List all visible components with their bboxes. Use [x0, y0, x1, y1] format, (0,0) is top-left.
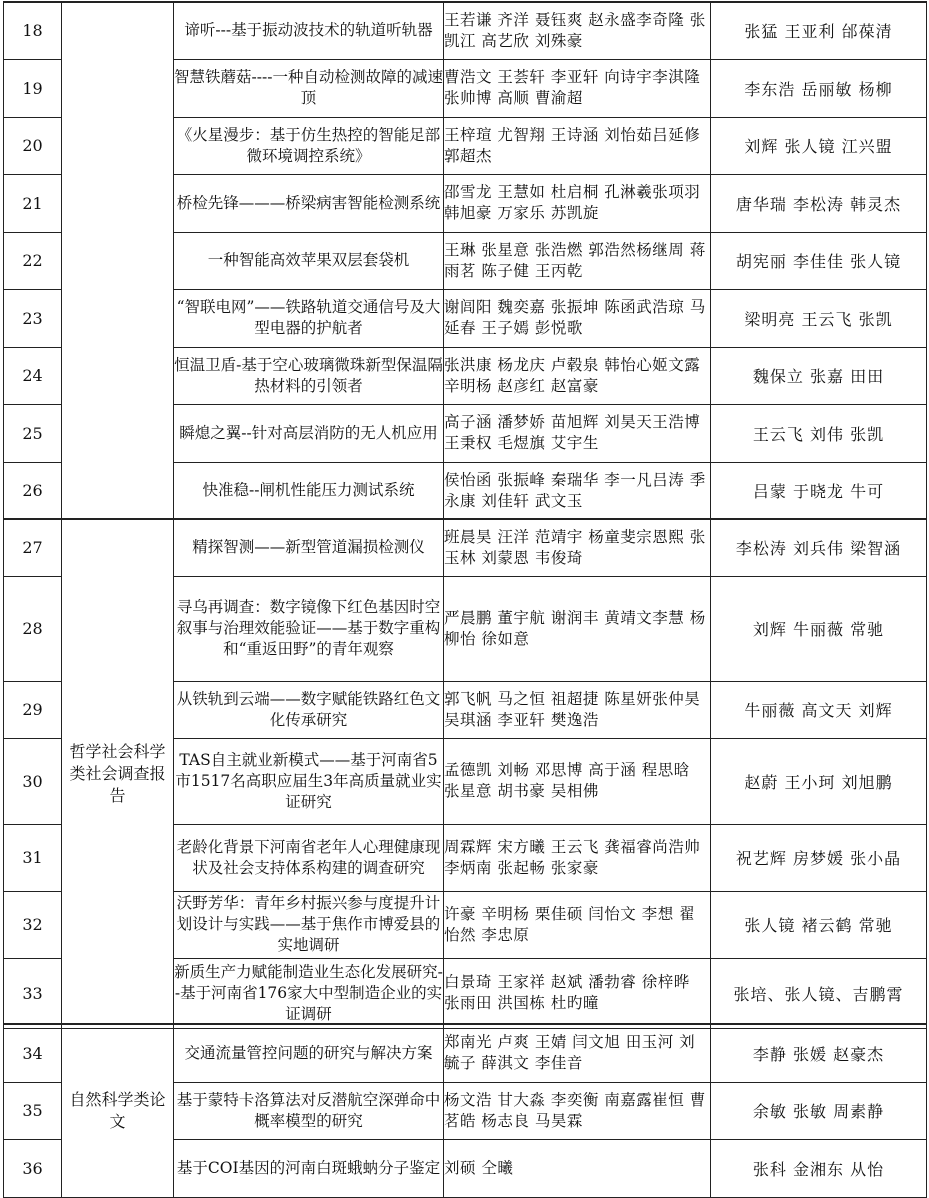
- row-number: 21: [4, 174, 62, 232]
- project-title: 交通流量管控问题的研究与解决方案: [174, 1024, 444, 1082]
- project-title: 从铁轨到云端——数字赋能铁路红色文化传承研究: [174, 681, 444, 738]
- row-number: 35: [4, 1082, 62, 1139]
- team-members: 孟德凯 刘畅 邓思博 高于涵 程思晗 张星意 胡书豪 吴相佛: [444, 738, 711, 824]
- team-members: 严晨鹏 董宇航 谢润丰 黄靖文李慧 杨柳怡 徐如意: [444, 576, 711, 681]
- team-members: 王若谦 齐洋 聂钰爽 赵永盛李奇隆 张凯江 高艺欣 刘殊豪: [444, 2, 711, 59]
- project-title: 寻乌再调查：数字镜像下红色基因时空叙事与治理效能验证——基于数字重构和“重返田野”的青年观察: [174, 576, 444, 681]
- project-title: 《火星漫步：基于仿生热控的智能足部微环境调控系统》: [174, 117, 444, 174]
- row-number: 30: [4, 738, 62, 824]
- advisors: 张猛 王亚利 邰葆清: [711, 2, 927, 59]
- team-members: 侯怡函 张振峰 秦瑞华 李一凡吕涛 季永康 刘佳轩 武文玉: [444, 462, 711, 519]
- category-cell: 哲学社会科学类社会调查报告: [62, 519, 174, 1028]
- project-title: 快准稳--闸机性能压力测试系统: [174, 462, 444, 519]
- team-members: 郭飞帆 马之恒 祖超捷 陈星妍张仲昊 吴琪涵 李亚轩 樊逸浩: [444, 681, 711, 738]
- advisors: 王云飞 刘伟 张凯: [711, 404, 927, 462]
- row-number: 26: [4, 462, 62, 519]
- advisors: 张人镜 褚云鹤 常驰: [711, 891, 927, 958]
- row-number: 27: [4, 519, 62, 576]
- table-row: [4, 1024, 927, 1082]
- project-title: 瞬熄之翼--针对高层消防的无人机应用: [174, 404, 444, 462]
- category-cell: 自然科学类论文: [62, 1024, 174, 1197]
- advisors: 李静 张媛 赵豪杰: [711, 1024, 927, 1082]
- row-number: 36: [4, 1139, 62, 1197]
- team-members: 高子涵 潘梦娇 苗旭辉 刘昊天王浩博 王秉权 毛煜旗 艾宇生: [444, 404, 711, 462]
- project-title: 智慧铁蘑菇----一种自动检测故障的减速顶: [174, 59, 444, 117]
- team-members: 杨文浩 甘大淼 李奕衡 南嘉露崔恒 曹茗皓 杨志良 马昊霖: [444, 1082, 711, 1139]
- team-members: 班晨昊 汪洋 范靖宇 杨童斐宗恩熙 张玉林 刘蒙恩 韦俊琦: [444, 519, 711, 576]
- row-number: 31: [4, 824, 62, 891]
- category-cell: [62, 2, 174, 519]
- row-number: 19: [4, 59, 62, 117]
- team-members: 曹浩文 王荟轩 李亚轩 向诗宇李淇隆 张帅博 高顺 曹渝超: [444, 59, 711, 117]
- advisors: 魏保立 张嘉 田田: [711, 347, 927, 404]
- row-number: 32: [4, 891, 62, 958]
- advisors: 赵蔚 王小珂 刘旭鹏: [711, 738, 927, 824]
- row-number: 20: [4, 117, 62, 174]
- project-title: 基于蒙特卡洛算法对反潜航空深弹命中概率模型的研究: [174, 1082, 444, 1139]
- advisors: 李东浩 岳丽敏 杨柳: [711, 59, 927, 117]
- project-title: 沃野芳华：青年乡村振兴参与度提升计划设计与实践——基于焦作市博爱县的实地调研: [174, 891, 444, 958]
- row-number: 34: [4, 1024, 62, 1082]
- advisors: 唐华瑞 李松涛 韩灵杰: [711, 174, 927, 232]
- project-title: 精探智测——新型管道漏损检测仪: [174, 519, 444, 576]
- advisors: 祝艺辉 房梦媛 张小晶: [711, 824, 927, 891]
- project-title: 谛听---基于振动波技术的轨道听轨器: [174, 2, 444, 59]
- row-number: 18: [4, 2, 62, 59]
- advisors: 刘辉 张人镜 江兴盟: [711, 117, 927, 174]
- project-title: 一种智能高效苹果双层套袋机: [174, 232, 444, 289]
- awards-table-group-3: [3, 1023, 927, 1198]
- project-title: 桥检先锋———桥梁病害智能检测系统: [174, 174, 444, 232]
- row-number: 28: [4, 576, 62, 681]
- advisors: 余敏 张敏 周素静: [711, 1082, 927, 1139]
- team-members: 郑南光 卢爽 王婧 闫文旭 田玉河 刘毓子 薛淇文 李佳音: [444, 1024, 711, 1082]
- project-title: 新质生产力赋能制造业生态化发展研究--基于河南省176家大中型制造企业的实证调研: [174, 958, 444, 1028]
- advisors: 牛丽薇 高文天 刘辉: [711, 681, 927, 738]
- table-row: [4, 2, 927, 59]
- advisors: 张培、张人镜、吉鹏霄: [711, 958, 927, 1028]
- advisors: 张科 金湘东 从怡: [711, 1139, 927, 1197]
- row-number: 24: [4, 347, 62, 404]
- team-members: 王梓瑄 尤智翔 王诗涵 刘怡茹吕延修 郭超杰: [444, 117, 711, 174]
- advisors: 吕蒙 于晓龙 牛可: [711, 462, 927, 519]
- project-title: 恒温卫盾-基于空心玻璃微珠新型保温隔热材料的引领者: [174, 347, 444, 404]
- row-number: 33: [4, 958, 62, 1028]
- team-members: 邵雪龙 王慧如 杜启桐 孔淋羲张项羽 韩旭豪 万家乐 苏凯旋: [444, 174, 711, 232]
- team-members: 白景琦 王家祥 赵斌 潘勃睿 徐梓晔 张雨田 洪国栋 杜旳曈: [444, 958, 711, 1028]
- team-members: 王琳 张星意 张浩燃 郭浩然杨继周 蒋雨茗 陈子健 王丙乾: [444, 232, 711, 289]
- team-members: 张洪康 杨龙庆 卢毂泉 韩怡心姬文露 辛明杨 赵彦红 赵富豪: [444, 347, 711, 404]
- advisors: 李松涛 刘兵伟 梁智涵: [711, 519, 927, 576]
- project-title: “智联电网”——铁路轨道交通信号及大型电器的护航者: [174, 289, 444, 347]
- advisors: 梁明亮 王云飞 张凯: [711, 289, 927, 347]
- row-number: 25: [4, 404, 62, 462]
- advisors: 刘辉 牛丽薇 常驰: [711, 576, 927, 681]
- team-members: 刘硕 仝曦: [444, 1139, 711, 1197]
- project-title: TAS自主就业新模式——基于河南省5市1517名高职应届生3年高质量就业实证研究: [174, 738, 444, 824]
- awards-table-group-1: [3, 1, 927, 520]
- project-title: 基于COI基因的河南白斑蛾蚋分子鉴定: [174, 1139, 444, 1197]
- awards-table-group-2: [3, 518, 927, 1029]
- advisors: 胡宪丽 李佳佳 张人镜: [711, 232, 927, 289]
- team-members: 周霖辉 宋方曦 王云飞 龚福睿尚浩帅 李炳南 张起畅 张家豪: [444, 824, 711, 891]
- table-row: [4, 519, 927, 576]
- project-title: 老龄化背景下河南省老年人心理健康现状及社会支持体系构建的调查研究: [174, 824, 444, 891]
- row-number: 22: [4, 232, 62, 289]
- row-number: 23: [4, 289, 62, 347]
- team-members: 谢闾阳 魏奕嘉 张振坤 陈函武浩琼 马延春 王子嫣 彭悦歌: [444, 289, 711, 347]
- team-members: 许豪 辛明杨 栗佳硕 闫怡文 李想 翟怡然 李忠原: [444, 891, 711, 958]
- row-number: 29: [4, 681, 62, 738]
